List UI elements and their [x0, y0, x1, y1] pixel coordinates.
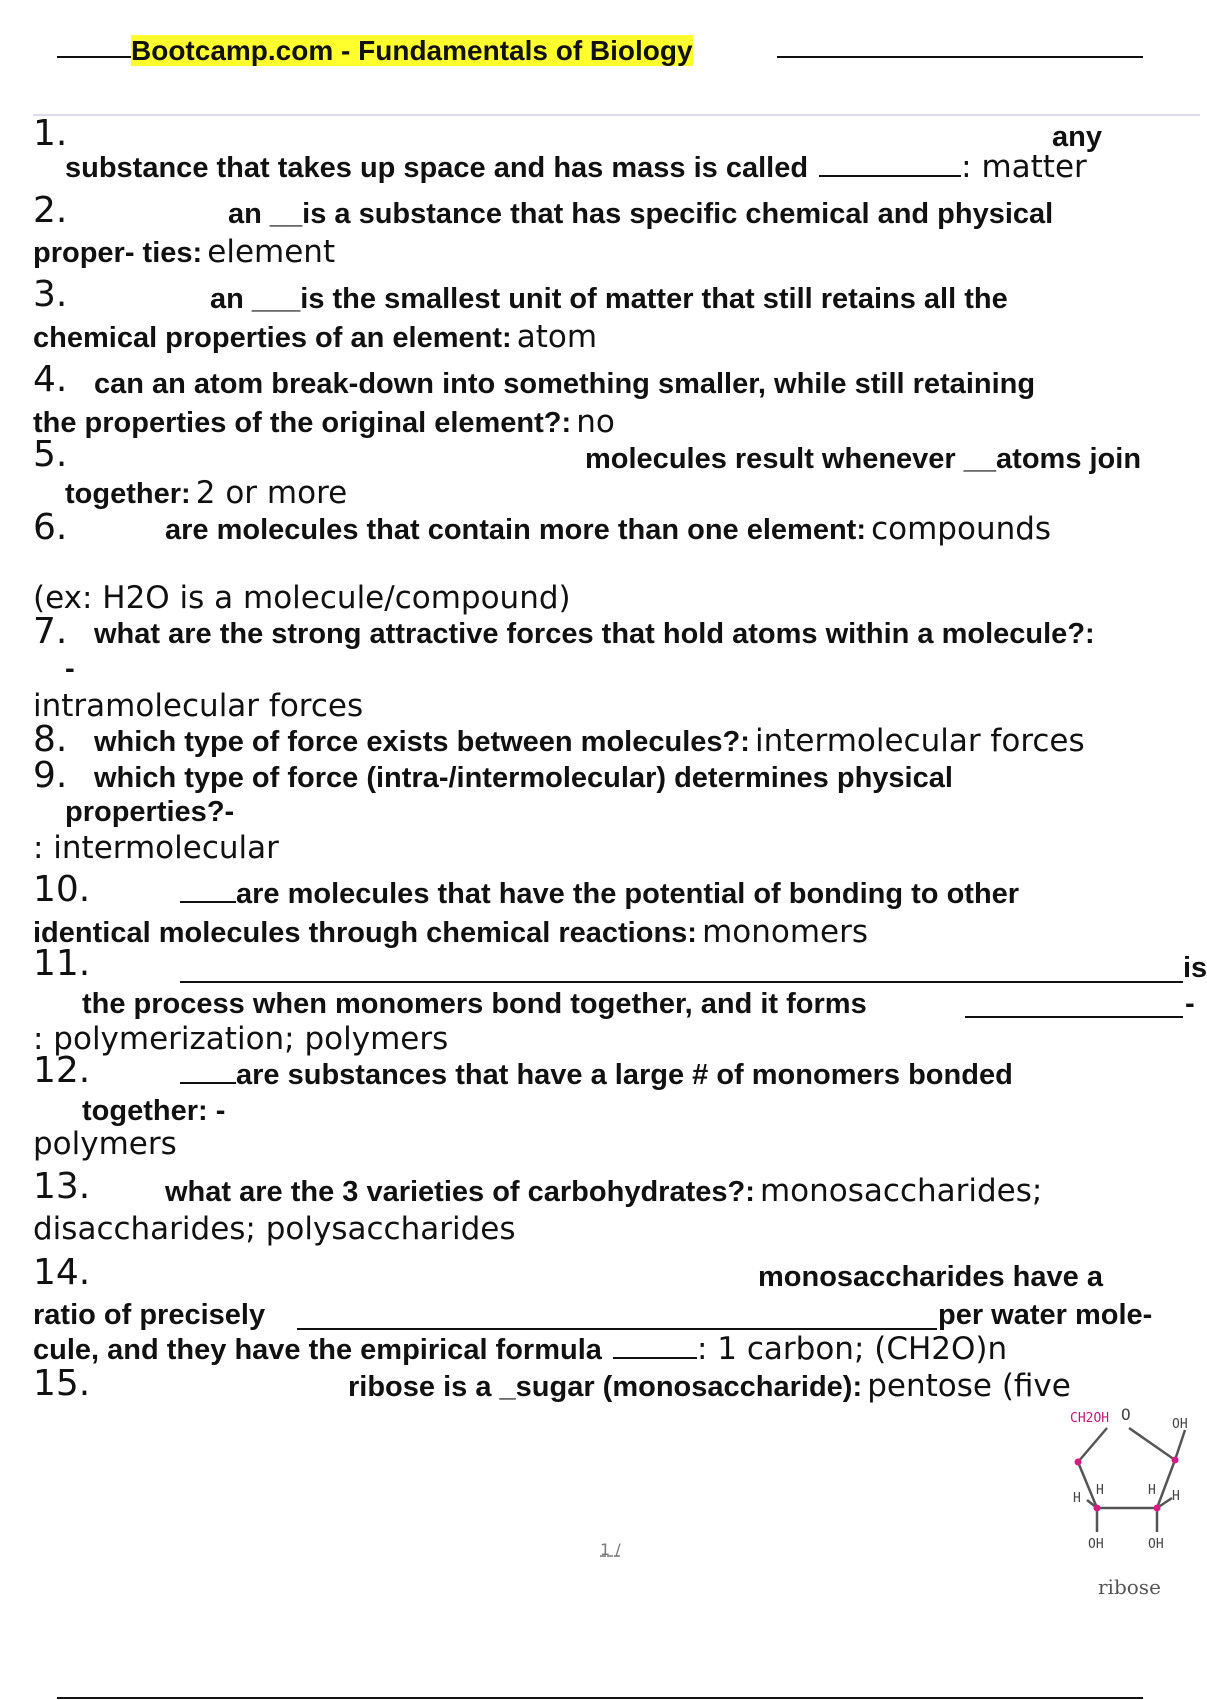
answer-text: compounds [871, 511, 1052, 547]
answer-blank [819, 175, 961, 177]
question-text: the properties of the original element?: [33, 407, 572, 439]
answer-text: pentose (five [867, 1368, 1071, 1404]
example-note: (ex: H2O is a molecule/compound) [33, 580, 571, 616]
question-number: 6. [33, 507, 68, 548]
question-text: is [1183, 952, 1207, 984]
ribose-oh-label: OH [1172, 1417, 1188, 1432]
question-text: what are the strong attractive forces that hold atoms within a molecule?: [94, 618, 1095, 650]
question-number: 10. [33, 869, 91, 910]
ribose-o-label: O [1121, 1405, 1131, 1424]
ribose-structure-figure [1060, 1400, 1200, 1600]
answer-text: no [576, 404, 615, 440]
answer-text: monosaccharides; [759, 1173, 1043, 1209]
answer-text: intramolecular forces [33, 688, 364, 724]
question-line [33, 320, 597, 355]
ribose-h-label: H [1096, 1483, 1104, 1498]
ribose-h-label: H [1172, 1489, 1180, 1504]
question-text: are molecules that contain more than one element: [165, 514, 866, 546]
ribose-oh-label: OH [1148, 1537, 1164, 1552]
page-number: 1 / [600, 1540, 621, 1559]
answer-text: 2 or more [195, 475, 348, 511]
question-number: 9. [33, 755, 68, 796]
question-text: together: - [82, 1095, 226, 1127]
answer-text: disaccharides; polysaccharides [33, 1211, 516, 1247]
question-text: cule, and they have the empirical formula [33, 1334, 602, 1366]
question-line [165, 1174, 1042, 1209]
answer-text: : 1 carbon; (CH2O)n [697, 1331, 1008, 1367]
answer-text: : intermolecular [33, 830, 279, 866]
question-number: 15. [33, 1363, 91, 1404]
question-text: properties?- [65, 796, 235, 828]
header-rule-right [777, 56, 1143, 58]
question-line [180, 1058, 1013, 1092]
answer-text: monomers [702, 914, 869, 950]
answer-text: atom [516, 319, 598, 355]
question-number: 1. [33, 113, 68, 154]
header-rule-left [57, 56, 132, 58]
question-number: 3. [33, 274, 68, 315]
question-line [33, 405, 615, 440]
question-text: per water mole- [938, 1299, 1153, 1331]
question-number: 5. [33, 434, 68, 475]
question-text: molecules result whenever __atoms join [585, 443, 1142, 475]
question-number: 8. [33, 719, 68, 760]
ribose-caption: ribose [1098, 1575, 1161, 1599]
answer-text: : polymerization; polymers [33, 1021, 449, 1057]
answer-blank [180, 981, 1183, 983]
answer-blank [297, 1328, 937, 1330]
question-text: an __is a substance that has specific chemical and physical [228, 198, 1054, 230]
question-text: any [1052, 121, 1102, 153]
question-line [94, 724, 1085, 759]
question-text: substance that takes up space and has mass is called [65, 152, 809, 184]
question-line [180, 877, 1019, 911]
answer-blank [965, 1016, 1183, 1018]
question-line [165, 512, 1051, 547]
question-text: monosaccharides have a [758, 1261, 1103, 1293]
question-text: identical molecules through chemical reactions: [33, 917, 697, 949]
question-number: 11. [33, 943, 91, 984]
question-number: 13. [33, 1166, 91, 1207]
ribose-ch2oh-label: CH2OH [1070, 1411, 1110, 1426]
question-text: proper- ties: [33, 237, 203, 269]
answer-blank [180, 901, 236, 903]
question-number: 14. [33, 1252, 91, 1293]
header-divider [33, 114, 1200, 116]
answer-text: element [207, 234, 336, 270]
page-title-text: Bootcamp.com - Fundamentals of Biology [131, 35, 693, 66]
question-text: can an atom break-down into something smaller, while still retaining [94, 368, 1036, 400]
ribose-h-label: H [1073, 1491, 1081, 1506]
ribose-oh-label: OH [1088, 1537, 1104, 1552]
footer-rule [57, 1697, 1143, 1699]
question-text: are substances that have a large # of monomers bonded [236, 1059, 1013, 1091]
question-line [65, 476, 347, 511]
question-number: 4. [33, 359, 68, 400]
question-text: are molecules that have the potential of bonding to other [236, 878, 1020, 910]
question-number: 12. [33, 1050, 91, 1091]
answer-text: polymers [33, 1126, 177, 1162]
question-text: ribose is a _sugar (monosaccharide): [348, 1371, 863, 1403]
question-line [65, 150, 1087, 185]
question-text: an ___is the smallest unit of matter that still retains all the [210, 283, 1008, 315]
answer-blank [613, 1357, 697, 1359]
question-text: chemical properties of an element: [33, 322, 512, 354]
ribose-h-label: H [1148, 1483, 1156, 1498]
question-text: what are the 3 varieties of carbohydrates?: [165, 1176, 755, 1208]
question-text: which type of force (intra-/intermolecular) determines physical [94, 762, 953, 794]
answer-dash: - [65, 653, 75, 685]
question-line [348, 1369, 1071, 1404]
answer-text: intermolecular forces [755, 723, 1085, 759]
question-text: which type of force exists between molecules?: [94, 726, 750, 758]
question-text: together: [65, 478, 191, 510]
question-text: ratio of precisely [33, 1299, 266, 1331]
answer-dash: - [1185, 988, 1195, 1020]
question-number: 2. [33, 190, 68, 231]
question-line [33, 915, 868, 950]
question-line [33, 235, 335, 270]
answer-blank [180, 1082, 236, 1084]
question-text: the process when monomers bond together, and it forms [82, 988, 867, 1020]
page-title [131, 34, 693, 68]
question-line [33, 1332, 1007, 1367]
question-number: 7. [33, 611, 68, 652]
answer-text: : matter [961, 149, 1087, 185]
